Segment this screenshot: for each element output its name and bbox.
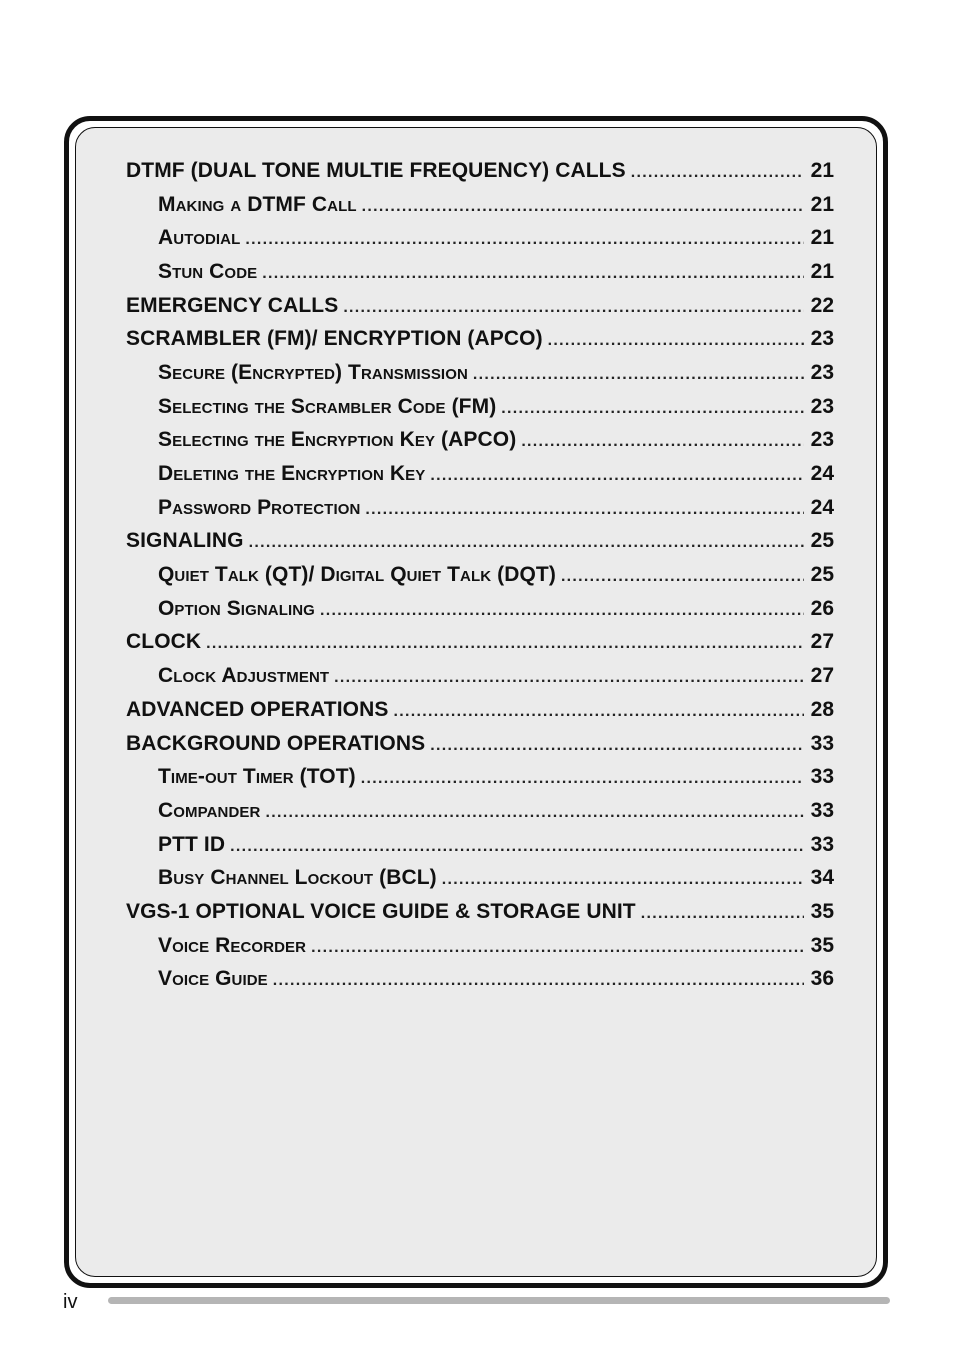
toc-entry[interactable] [126,424,834,458]
toc-entry-page: 33 [810,832,834,856]
toc-entry-title: Making a DTMF Call [158,192,357,216]
dot-leader [430,737,804,755]
dot-leader [320,602,804,620]
toc-entry-title: Compander [158,798,261,822]
toc-entry-page: 28 [810,697,834,721]
toc-entry-title: VGS-1 OPTIONAL VOICE GUIDE & STORAGE UNIT [126,899,636,923]
toc-entry-title: Autodial [158,226,241,250]
dot-leader [430,467,804,485]
dot-leader [206,635,804,653]
dot-leader [343,299,804,317]
page-number: iv [63,1291,78,1313]
dot-leader [442,871,804,889]
dot-leader [311,939,804,957]
dot-leader [393,703,804,721]
dot-leader [334,669,804,687]
toc-entry-title: Stun Code [158,259,258,283]
toc-entry[interactable] [126,861,834,895]
dot-leader [249,534,804,552]
toc-entry[interactable] [126,154,834,188]
toc-entry[interactable] [126,255,834,289]
toc-entry[interactable] [126,592,834,626]
toc-entry-title: EMERGENCY CALLS [126,293,339,317]
toc-entry-page: 34 [810,866,834,890]
toc-entry-title: Busy Channel Lockout (BCL) [158,866,437,890]
dot-leader [473,366,804,384]
toc-entry-page: 22 [810,293,834,317]
toc-entry-page: 36 [810,967,834,991]
toc-entry-page: 33 [810,765,834,789]
toc-entry-page: 23 [810,360,834,384]
toc-entry-title: Password Protection [158,495,361,519]
toc-entry-page: 24 [810,495,834,519]
toc-entry-page: 21 [810,226,834,250]
toc-entry[interactable] [126,289,834,323]
dot-leader [561,568,804,586]
table-of-contents [126,154,834,996]
toc-entry-page: 23 [810,394,834,418]
toc-entry-page: 35 [810,933,834,957]
toc-entry-title: SIGNALING [126,529,244,553]
toc-entry[interactable] [126,929,834,963]
toc-entry-page: 21 [810,259,834,283]
toc-entry-title: Voice Recorder [158,933,307,957]
dot-leader [641,905,804,923]
dot-leader [265,804,804,822]
toc-entry[interactable] [126,188,834,222]
toc-entry-title: SCRAMBLER (FM)/ ENCRYPTION (APCO) [126,327,543,351]
toc-entry-title: Voice Guide [158,967,268,991]
dot-leader [361,770,804,788]
toc-entry-page: 21 [810,158,834,182]
toc-entry-page: 23 [810,327,834,351]
toc-entry-title: Quiet Talk (QT)/ Digital Quiet Talk (DQT) [158,563,556,587]
footer-rule [108,1297,890,1304]
dot-leader [501,400,804,418]
toc-entry-page: 23 [810,428,834,452]
toc-entry-page: 33 [810,798,834,822]
dot-leader [631,164,804,182]
dot-leader [273,972,804,990]
dot-leader [365,501,804,519]
toc-entry[interactable] [126,963,834,997]
toc-entry[interactable] [126,626,834,660]
toc-entry[interactable] [126,895,834,929]
toc-entry[interactable] [126,828,834,862]
toc-entry-title: BACKGROUND OPERATIONS [126,731,426,755]
toc-entry-page: 27 [810,630,834,654]
toc-entry-page: 24 [810,462,834,486]
toc-entry-title: Clock Adjustment [158,664,330,688]
toc-entry-page: 21 [810,192,834,216]
dot-leader [230,838,804,856]
toc-entry-title: Deleting the Encryption Key [158,462,426,486]
toc-entry[interactable] [126,760,834,794]
dot-leader [362,198,804,216]
dot-leader [548,332,804,350]
toc-entry[interactable] [126,794,834,828]
toc-entry-title: Time-out Timer (TOT) [158,765,356,789]
toc-entry-page: 35 [810,899,834,923]
dot-leader [262,265,804,283]
toc-entry-page: 27 [810,664,834,688]
toc-entry-title: DTMF (DUAL TONE MULTIE FREQUENCY) CALLS [126,158,626,182]
dot-leader [245,231,804,249]
toc-entry[interactable] [126,558,834,592]
toc-entry[interactable] [126,525,834,559]
dot-leader [521,433,804,451]
toc-entry-title: ADVANCED OPERATIONS [126,697,389,721]
toc-entry[interactable] [126,356,834,390]
toc-entry-title: PTT ID [158,832,226,856]
toc-entry-title: Selecting the Encryption Key (APCO) [158,428,517,452]
toc-entry[interactable] [126,322,834,356]
toc-entry-page: 25 [810,529,834,553]
toc-entry-page: 26 [810,596,834,620]
toc-entry[interactable] [126,221,834,255]
toc-entry[interactable] [126,727,834,761]
toc-entry[interactable] [126,491,834,525]
toc-entry-page: 25 [810,563,834,587]
toc-entry[interactable] [126,390,834,424]
toc-entry-title: Option Signaling [158,596,315,620]
toc-entry-title: Secure (Encrypted) Transmission [158,360,468,384]
toc-entry[interactable] [126,659,834,693]
toc-entry-title: Selecting the Scrambler Code (FM) [158,394,497,418]
toc-entry[interactable] [126,457,834,491]
toc-entry-page: 33 [810,731,834,755]
toc-entry-title: CLOCK [126,630,202,654]
toc-entry[interactable] [126,693,834,727]
